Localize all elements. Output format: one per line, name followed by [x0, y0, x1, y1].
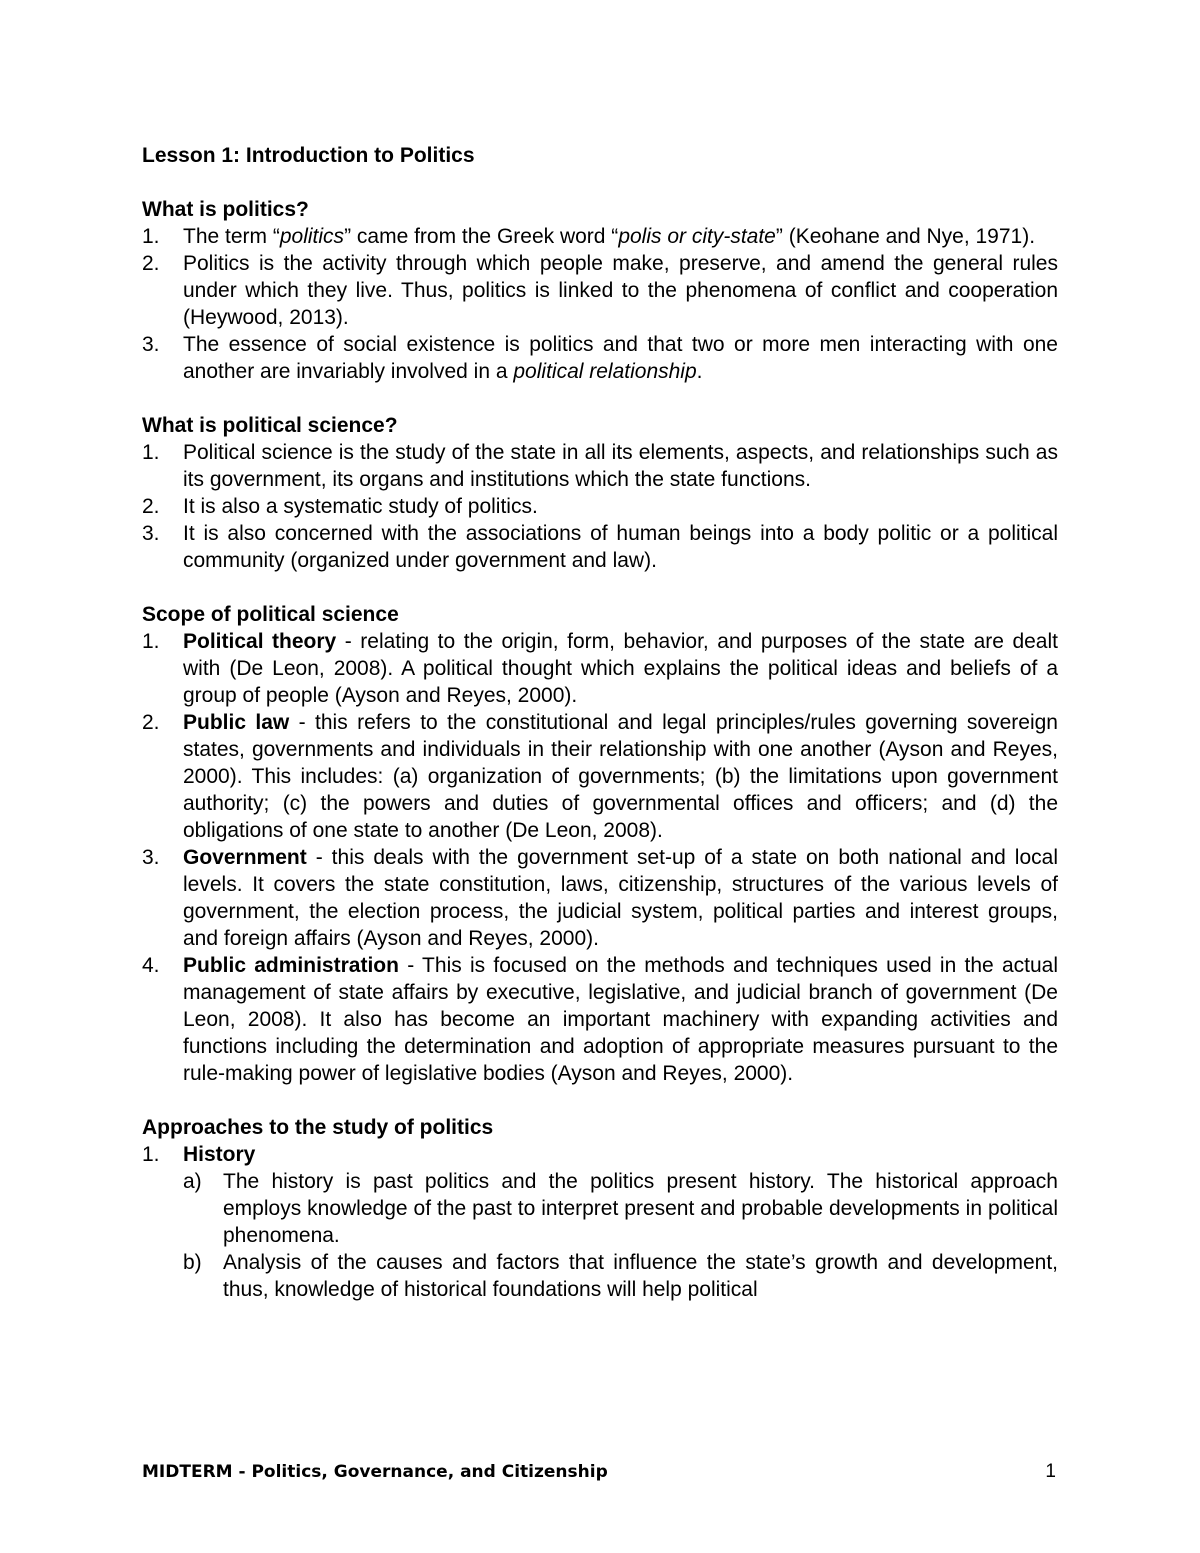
- item-text: [183, 331, 1058, 385]
- sub-item: [183, 1168, 1058, 1249]
- text-run: The term “: [183, 225, 280, 248]
- page-number: 1: [1045, 1461, 1056, 1482]
- page-content: [142, 142, 1058, 1303]
- bold-term: Public law: [183, 711, 290, 734]
- section-heading: What is politics?: [142, 198, 309, 221]
- item-number: 4.: [142, 954, 160, 977]
- list-item: [142, 493, 1058, 520]
- sub-item: [183, 1249, 1058, 1303]
- item-number: 1.: [142, 441, 160, 464]
- list-item: [142, 628, 1058, 709]
- item-number: 2.: [142, 252, 160, 275]
- text-run: ” came from the Greek word “: [344, 225, 619, 248]
- text-run: ” (Keohane and Nye, 1971).: [775, 225, 1036, 248]
- section-heading: Scope of political science: [142, 603, 399, 626]
- sub-item-letter: a): [183, 1170, 202, 1193]
- list-item: [142, 1141, 1058, 1303]
- lesson-title: Lesson 1: Introduction to Politics: [142, 144, 475, 167]
- list-item: [142, 844, 1058, 952]
- list-item: [142, 439, 1058, 493]
- text-run: .: [696, 360, 703, 383]
- bold-term: Public administration: [183, 954, 399, 977]
- sub-item-text: The history is past politics and the politics present history. The historical approach employs knowledge of the past to interpret present and probable developments in political phenomena.: [223, 1170, 1058, 1247]
- item-text: [183, 709, 1058, 844]
- section-heading: What is political science?: [142, 414, 398, 437]
- text-run: - this deals with the government set-up of a state on both national and local levels. It covers the state constitution, laws, citizenship, structures of the various levels of government, the election process, the judicial system, political parties and interest groups, and foreign affairs (Ayson and Reyes, 2000).: [183, 846, 1058, 950]
- italic-term: politics: [279, 225, 345, 248]
- list-item: [142, 520, 1058, 574]
- bold-term: Government: [183, 846, 307, 869]
- item-number: 1.: [142, 1143, 160, 1166]
- list-item: [142, 331, 1058, 385]
- item-number: 1.: [142, 630, 160, 653]
- list-item: [142, 709, 1058, 844]
- list-item: [142, 223, 1058, 250]
- sub-list: [183, 1168, 1058, 1303]
- item-text: Politics is the activity through which people make, preserve, and amend the general rules under which they live. Thus, politics is linked to the phenomena of conflict and cooperation (Heywood, 2013).: [183, 252, 1058, 329]
- footer-title: MIDTERM - Politics, Governance, and Citizenship: [142, 1462, 608, 1482]
- section-what-is-political-science: [142, 412, 1058, 574]
- item-number: 2.: [142, 495, 160, 518]
- sub-item-text: Analysis of the causes and factors that influence the state’s growth and development, thus, knowledge of historical foundations will help political: [223, 1251, 1058, 1301]
- italic-term: polis or city-state: [618, 225, 776, 248]
- list-item: [142, 952, 1058, 1087]
- page-footer: [142, 1460, 1058, 1484]
- item-text: [183, 844, 1058, 952]
- item-text: [183, 952, 1058, 1087]
- italic-term: political relationship: [513, 360, 697, 383]
- text-run: - relating to the origin, form, behavior, and purposes of the state are dealt with (De Leon, 2008). A political thought which explains the political ideas and beliefs of a group of people (Ayson and Reyes, 2000).: [183, 630, 1058, 707]
- item-body: [183, 1141, 1058, 1303]
- item-text: [183, 223, 1058, 250]
- item-number: 3.: [142, 846, 160, 869]
- item-text: It is also concerned with the associations of human beings into a body politic or a political community (organized under government and law).: [183, 522, 1058, 572]
- item-text: [183, 628, 1058, 709]
- text-run: - this refers to the constitutional and legal principles/rules governing sovereign states, governments and individuals in their relationship with one another (Ayson and Reyes, 2000). This includes: (a) organization of governments; (b) the limitations upon government authority; (c) the powers and duties of governmental offices and officers; and (d) the obligations of one state to another (De Leon, 2008).: [183, 711, 1058, 842]
- item-number: 1.: [142, 225, 160, 248]
- item-number: 3.: [142, 333, 160, 356]
- item-text: It is also a systematic study of politics.: [183, 495, 538, 518]
- section-what-is-politics: [142, 196, 1058, 385]
- bold-term: History: [183, 1143, 256, 1166]
- item-number: 2.: [142, 711, 160, 734]
- item-number: 3.: [142, 522, 160, 545]
- section-scope-of-political-science: [142, 601, 1058, 1087]
- item-text: Political science is the study of the state in all its elements, aspects, and relationships such as its government, its organs and institutions which the state functions.: [183, 441, 1058, 491]
- sub-item-letter: b): [183, 1251, 202, 1274]
- section-heading: Approaches to the study of politics: [142, 1116, 494, 1139]
- text-run: - This is focused on the methods and techniques used in the actual management of state affairs by executive, legislative, and judicial branch of government (De Leon, 2008). It also has become an important machinery with expanding activities and functions including the determination and adoption of appropriate measures pursuant to the rule-making power of legislative bodies (Ayson and Reyes, 2000).: [183, 954, 1058, 1085]
- bold-term: Political theory: [183, 630, 337, 653]
- list-item: [142, 250, 1058, 331]
- section-approaches: [142, 1114, 1058, 1303]
- text-run: The essence of social existence is politics and that two or more men interacting with one another are invariably involved in a: [183, 333, 1058, 383]
